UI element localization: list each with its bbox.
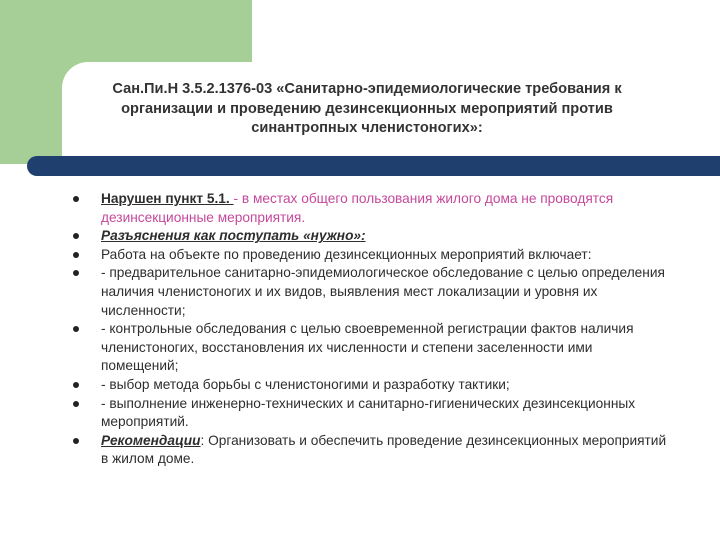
list-item-text: - выполнение инженерно-технических и санитарно-гигиенических дезинсекционных мероприятий.	[101, 395, 636, 430]
violation-text: - в местах общего пользования жилого дома не проводятся дезинсекционные мероприятия.	[101, 191, 614, 225]
bullet-icon	[73, 233, 79, 239]
divider-bar	[27, 156, 720, 176]
list-item	[70, 190, 670, 227]
list-item	[70, 320, 670, 376]
list-item	[70, 264, 670, 320]
bullet-list	[70, 190, 670, 469]
list-item	[70, 246, 670, 265]
bullet-icon	[73, 401, 79, 407]
list-item-text: - предварительное санитарно-эпидемиологическое обследование с целью определения наличия членистоногих и их видов, выявления мест локализации и уровня их численности;	[101, 265, 665, 318]
bullet-icon	[73, 382, 79, 388]
violation-heading: Нарушен пункт 5.1.	[101, 191, 234, 206]
bullet-icon	[73, 438, 79, 444]
list-item-text: - выбор метода борьбы с членистоногими и разработку тактики;	[101, 376, 510, 392]
bullet-icon	[73, 196, 79, 202]
recommendation-heading: Рекомендации	[101, 432, 201, 448]
bullet-icon	[73, 270, 79, 276]
explanation-heading: Разъяснения как поступать «нужно»:	[101, 228, 366, 244]
bullet-icon	[73, 252, 79, 258]
list-item-text: - контрольные обследования с целью своевременной регистрации фактов наличия членистоногих, восстановления их численности и степени заселенности ими помещений;	[101, 321, 634, 374]
recommendation-text: : Организовать и обеспечить проведение дезинсекционных мероприятий в жилом доме.	[101, 432, 667, 467]
list-item	[70, 432, 670, 469]
list-item	[70, 376, 670, 395]
list-item-text: Работа на объекте по проведению дезинсекционных мероприятий включает:	[101, 246, 592, 262]
list-item	[70, 395, 670, 432]
slide-title: Сан.Пи.Н 3.5.2.1376-03 «Санитарно-эпидемиологические требования к организации и проведению дезинсекционных мероприятий против синантропных членистоногих»:	[112, 81, 622, 136]
list-item	[70, 227, 670, 246]
bullet-icon	[73, 326, 79, 332]
